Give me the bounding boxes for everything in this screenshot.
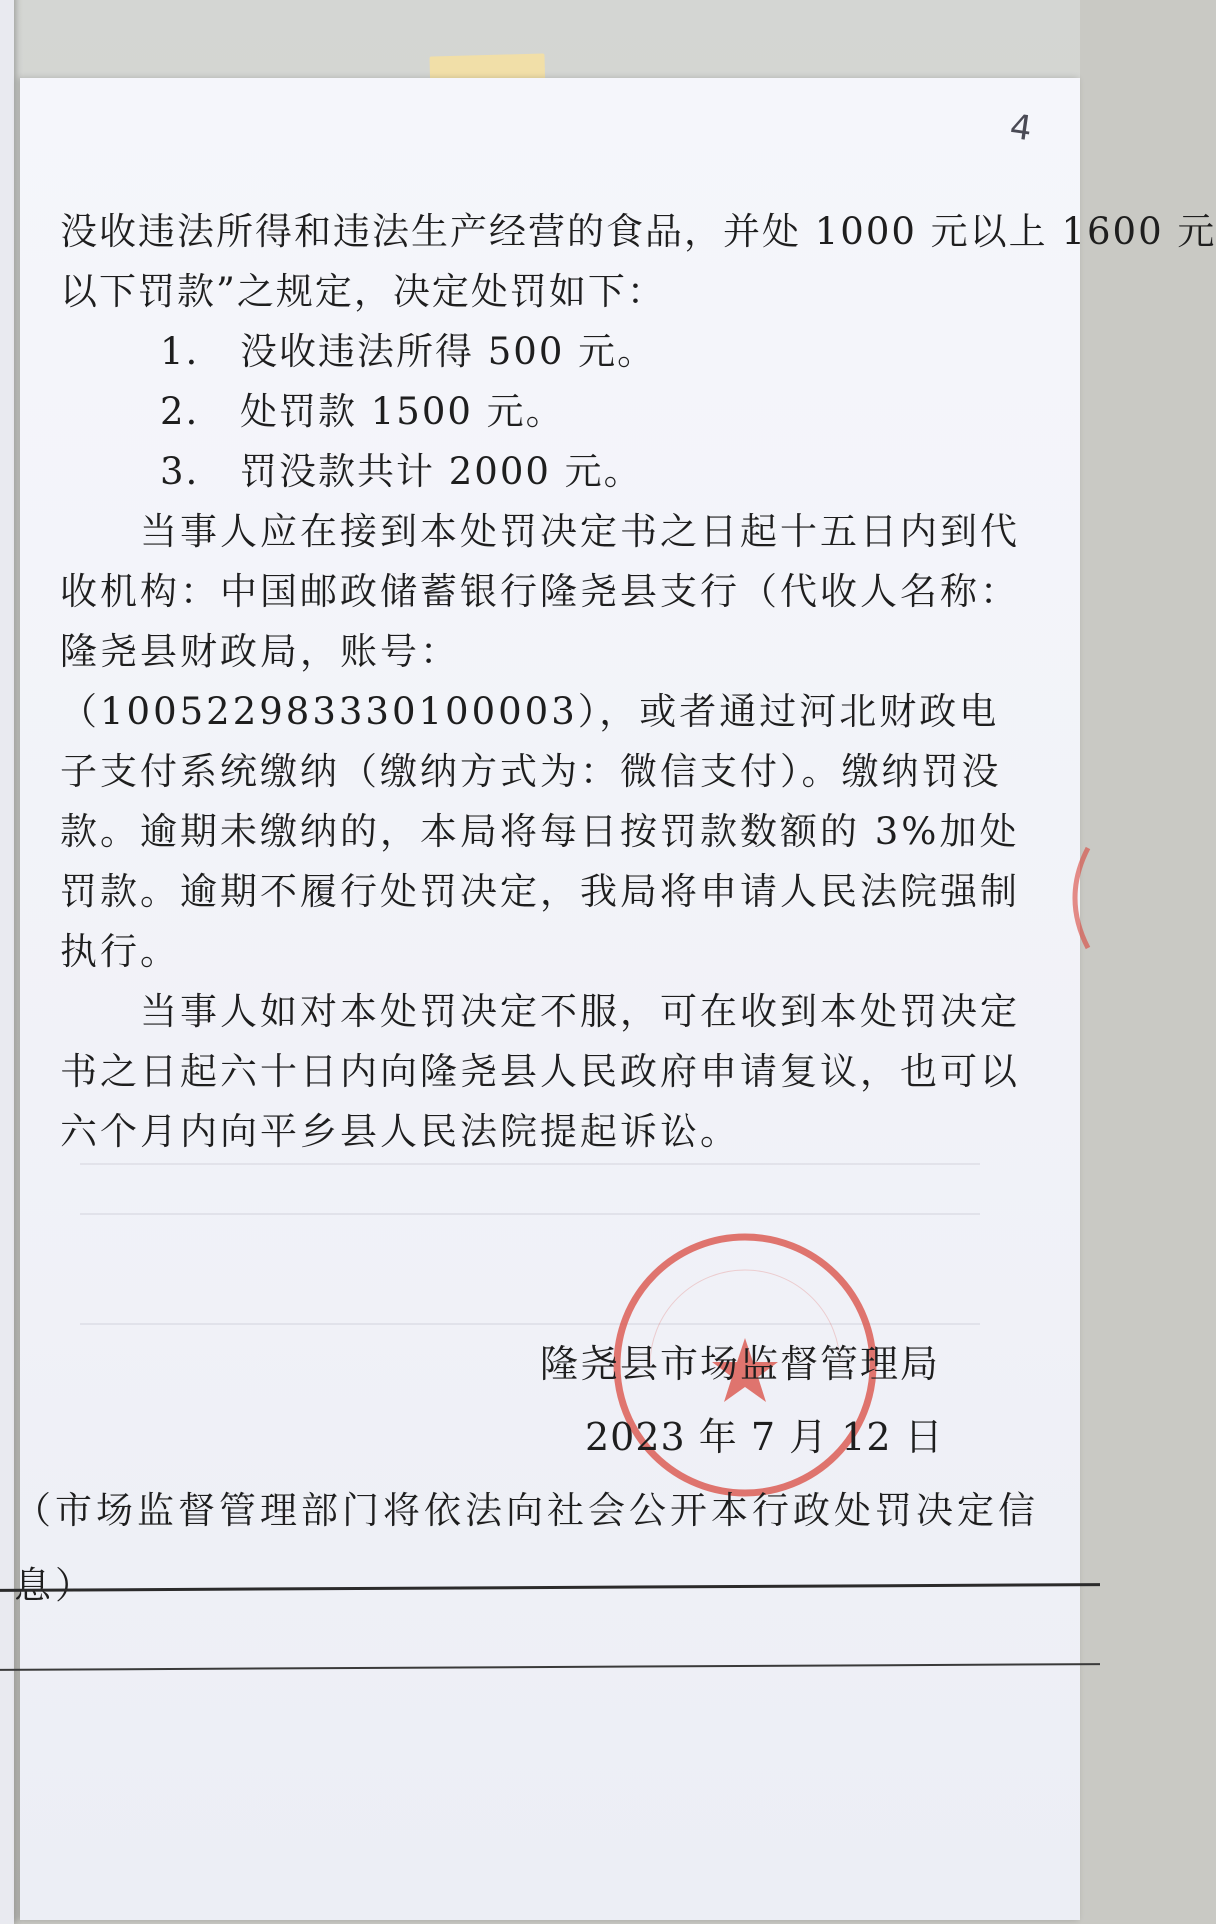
document-body — [60, 202, 1216, 1162]
penalty-item-number: 3. — [160, 450, 200, 493]
divider-line — [0, 1663, 1100, 1671]
penalty-item — [60, 382, 1020, 442]
underlying-sheet-edge — [0, 0, 14, 1924]
penalty-item-text: 罚没款共计 2000 元。 — [240, 450, 643, 493]
public-disclosure-notice: （市场监督管理部门将依法向社会公开本行政处罚决定信息） — [14, 1489, 1039, 1607]
payment-paragraph: 当事人应在接到本处罚决定书之日起十五日内到代收机构：中国邮政储蓄银行隆尧县支行（代收人名称：隆尧县财政局，账号：（100522983330100003），或者通过河北财政电子支付系统缴纳（缴纳方式为：微信支付）。缴纳罚没款。逾期未缴纳的，本局将每日按罚款数额的 3%加处罚款。逾期不履行处罚决定，我局将申请人民法院强制执行。 — [60, 510, 1020, 973]
appeal-paragraph: 当事人如对本处罚决定不服，可在收到本处罚决定书之日起六十日内向隆尧县人民政府申请复议，也可以六个月内向平乡县人民法院提起诉讼。 — [60, 990, 1020, 1153]
document-page — [14, 78, 1216, 1920]
penalty-item-number: 2. — [160, 390, 200, 433]
issuing-organization: 隆尧县市场监督管理局 — [540, 1342, 941, 1386]
body-line-2: 以下罚款”之规定，决定处罚如下： — [60, 270, 666, 313]
penalty-item — [60, 442, 1020, 502]
page-number: 4 — [1007, 106, 1035, 150]
partial-seal-mark — [1052, 838, 1092, 958]
body-line-1: 没收违法所得和违法生产经营的食品，并处 1000 元以上 1600 元 — [60, 210, 1216, 253]
issue-date: 2023 年 7 月 12 日 — [585, 1415, 944, 1459]
penalty-item-text: 没收违法所得 500 元。 — [240, 330, 657, 373]
bleed-through-line — [80, 1163, 980, 1165]
penalty-item — [60, 322, 1020, 382]
penalty-item-number: 1. — [160, 330, 200, 373]
bleed-through-line — [80, 1213, 980, 1215]
penalty-item-text: 处罚款 1500 元。 — [240, 390, 565, 433]
